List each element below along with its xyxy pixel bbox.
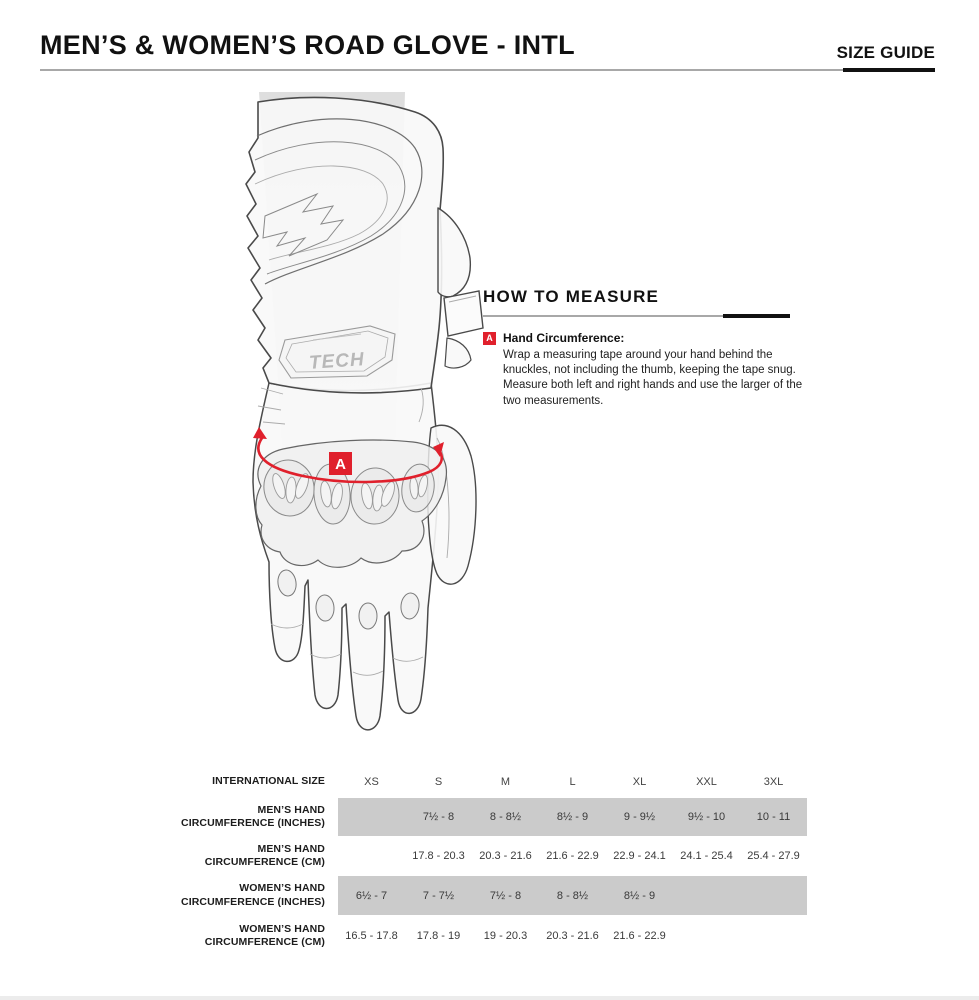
size-cell: 25.4 - 27.9 (747, 850, 800, 862)
how-to-measure-divider (483, 314, 813, 318)
annotation-a-badge (329, 452, 352, 475)
size-column-header-xl: XL (632, 775, 647, 788)
size-table (0, 765, 979, 957)
size-cell: 21.6 - 22.9 (613, 930, 666, 942)
size-cell: 20.3 - 21.6 (479, 850, 532, 862)
annotation-a-label: A (335, 456, 346, 473)
size-cell: 20.3 - 21.6 (546, 930, 599, 942)
size-cell (673, 915, 740, 957)
size-cell: 16.5 - 17.8 (345, 930, 398, 942)
how-to-measure-section (483, 287, 813, 409)
size-cell: 8 - 8½ (489, 811, 522, 823)
wrist-strap (438, 208, 483, 368)
row-label: WOMEN’S HAND CIRCUMFERENCE (CM) (204, 922, 325, 948)
size-cell (338, 798, 405, 836)
international-size-label: INTERNATIONAL SIZE (212, 774, 325, 787)
size-cell: 17.8 - 19 (416, 930, 461, 942)
size-cell (673, 876, 740, 915)
size-cell: 10 - 11 (756, 811, 791, 823)
header-divider-accent (843, 68, 935, 72)
footer-strip (0, 996, 979, 1000)
measure-marker-a: A (483, 332, 496, 345)
row-cells (338, 876, 807, 915)
size-cell: 21.6 - 22.9 (546, 850, 599, 862)
size-cell: 7½ - 8 (422, 811, 455, 823)
size-cell: 19 - 20.3 (483, 930, 528, 942)
size-cell: 9 - 9½ (623, 811, 656, 823)
row-cells (338, 798, 807, 836)
table-row-womens-cm (0, 915, 979, 957)
hand-circumference-description: Wrap a measuring tape around your hand behind the knuckles, not including the thumb, keeping the tape snug. Measure both left and right hands and use the larger of the two measurements. (503, 349, 803, 407)
size-cell: 22.9 - 24.1 (613, 850, 666, 862)
glove-illustration (225, 88, 505, 753)
row-label: MEN’S HAND CIRCUMFERENCE (INCHES) (181, 803, 325, 829)
table-row-mens-cm (0, 836, 979, 876)
size-column-header-3xl: 3XL (763, 775, 784, 788)
size-cell (740, 876, 807, 915)
tech-patch-label: TECH (308, 349, 366, 374)
size-cell: 24.1 - 25.4 (680, 850, 733, 862)
size-cell: 8½ - 9 (623, 889, 656, 902)
size-column-header-l: L (569, 775, 576, 788)
size-cell (338, 836, 405, 876)
page-title: MEN’S & WOMEN’S ROAD GLOVE - INTL (40, 30, 575, 60)
size-column-header-xxl: XXL (696, 775, 717, 788)
size-cell: 8½ - 9 (556, 811, 589, 823)
row-cells (338, 915, 807, 957)
measure-item-hand-circumference (483, 331, 813, 409)
size-cell: 6½ - 7 (355, 889, 388, 902)
hand-circumference-title: Hand Circumference: (503, 331, 625, 345)
header-divider (40, 69, 935, 71)
size-cell: 7½ - 8 (489, 889, 522, 902)
size-table-header-row (0, 765, 979, 798)
size-cell: 8 - 8½ (556, 889, 589, 902)
how-to-measure-heading: HOW TO MEASURE (483, 287, 660, 306)
size-column-header-s: S (434, 775, 443, 788)
table-row-womens-inches (0, 876, 979, 915)
size-guide-label: SIZE GUIDE (836, 43, 935, 62)
row-label: MEN’S HAND CIRCUMFERENCE (CM) (204, 842, 325, 868)
row-label: WOMEN’S HAND CIRCUMFERENCE (INCHES) (181, 882, 325, 908)
table-row-mens-inches (0, 798, 979, 836)
size-cell (740, 915, 807, 957)
size-column-header-m: M (500, 775, 511, 788)
size-cell: 7 - 7½ (422, 889, 455, 902)
row-cells (338, 836, 807, 876)
size-cell: 17.8 - 20.3 (412, 850, 465, 862)
size-cell: 9½ - 10 (687, 811, 726, 823)
size-column-header-xs: XS (364, 775, 379, 788)
